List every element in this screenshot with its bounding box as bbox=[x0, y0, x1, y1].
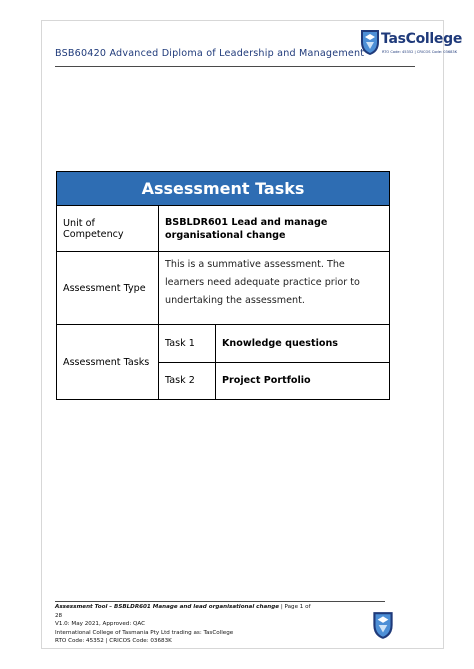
table-banner: Assessment Tasks bbox=[57, 172, 390, 206]
footer-tool-title: Assessment Tool – BSBLDR601 Manage and lead organisational change bbox=[55, 604, 280, 610]
footer-shield-icon bbox=[372, 610, 394, 640]
tasks-subtable bbox=[159, 325, 389, 399]
document-header-title: BSB60420 Advanced Diploma of Leadership and Management bbox=[55, 48, 365, 59]
footer-page: | Page 1 of bbox=[279, 604, 311, 610]
assessment-tasks-table bbox=[56, 171, 390, 400]
assessment-tasks-label: Assessment Tasks bbox=[57, 325, 159, 400]
task-description: Project Portfolio bbox=[222, 375, 311, 387]
table-row bbox=[159, 362, 389, 399]
document-footer bbox=[55, 603, 355, 646]
header-divider bbox=[55, 66, 415, 67]
logo-text: TasCollege bbox=[381, 31, 463, 47]
assessment-type-label: Assessment Type bbox=[57, 252, 159, 325]
footer-company: International College of Tasmania Pty Ltd trading as: TasCollege bbox=[55, 629, 234, 636]
logo-subtext: RTO Code: 45352 | CRICOS Code: 03683K bbox=[382, 50, 458, 54]
assessment-type-value: This is a summative assessment. The learners need adequate practice prior to undertaking the assessment. bbox=[159, 252, 390, 325]
unit-of-competency-value: BSBLDR601 Lead and manage organisational change bbox=[159, 206, 390, 252]
footer-version: V1.0: May 2021, Approved: QAC bbox=[55, 621, 146, 627]
tasks-cell bbox=[159, 325, 390, 400]
unit-of-competency-label: Unit of Competency bbox=[57, 206, 159, 252]
footer-divider bbox=[55, 601, 385, 602]
table-row bbox=[159, 325, 389, 362]
tascollege-logo bbox=[360, 28, 463, 64]
task-name: Task 1 bbox=[159, 325, 216, 362]
footer-rto: RTO Code: 45352 | CRICOS Code: 03683K bbox=[55, 638, 172, 644]
footer-page-total: 28 bbox=[55, 612, 63, 619]
task-name: Task 2 bbox=[159, 362, 216, 399]
task-description: Knowledge questions bbox=[216, 325, 390, 362]
